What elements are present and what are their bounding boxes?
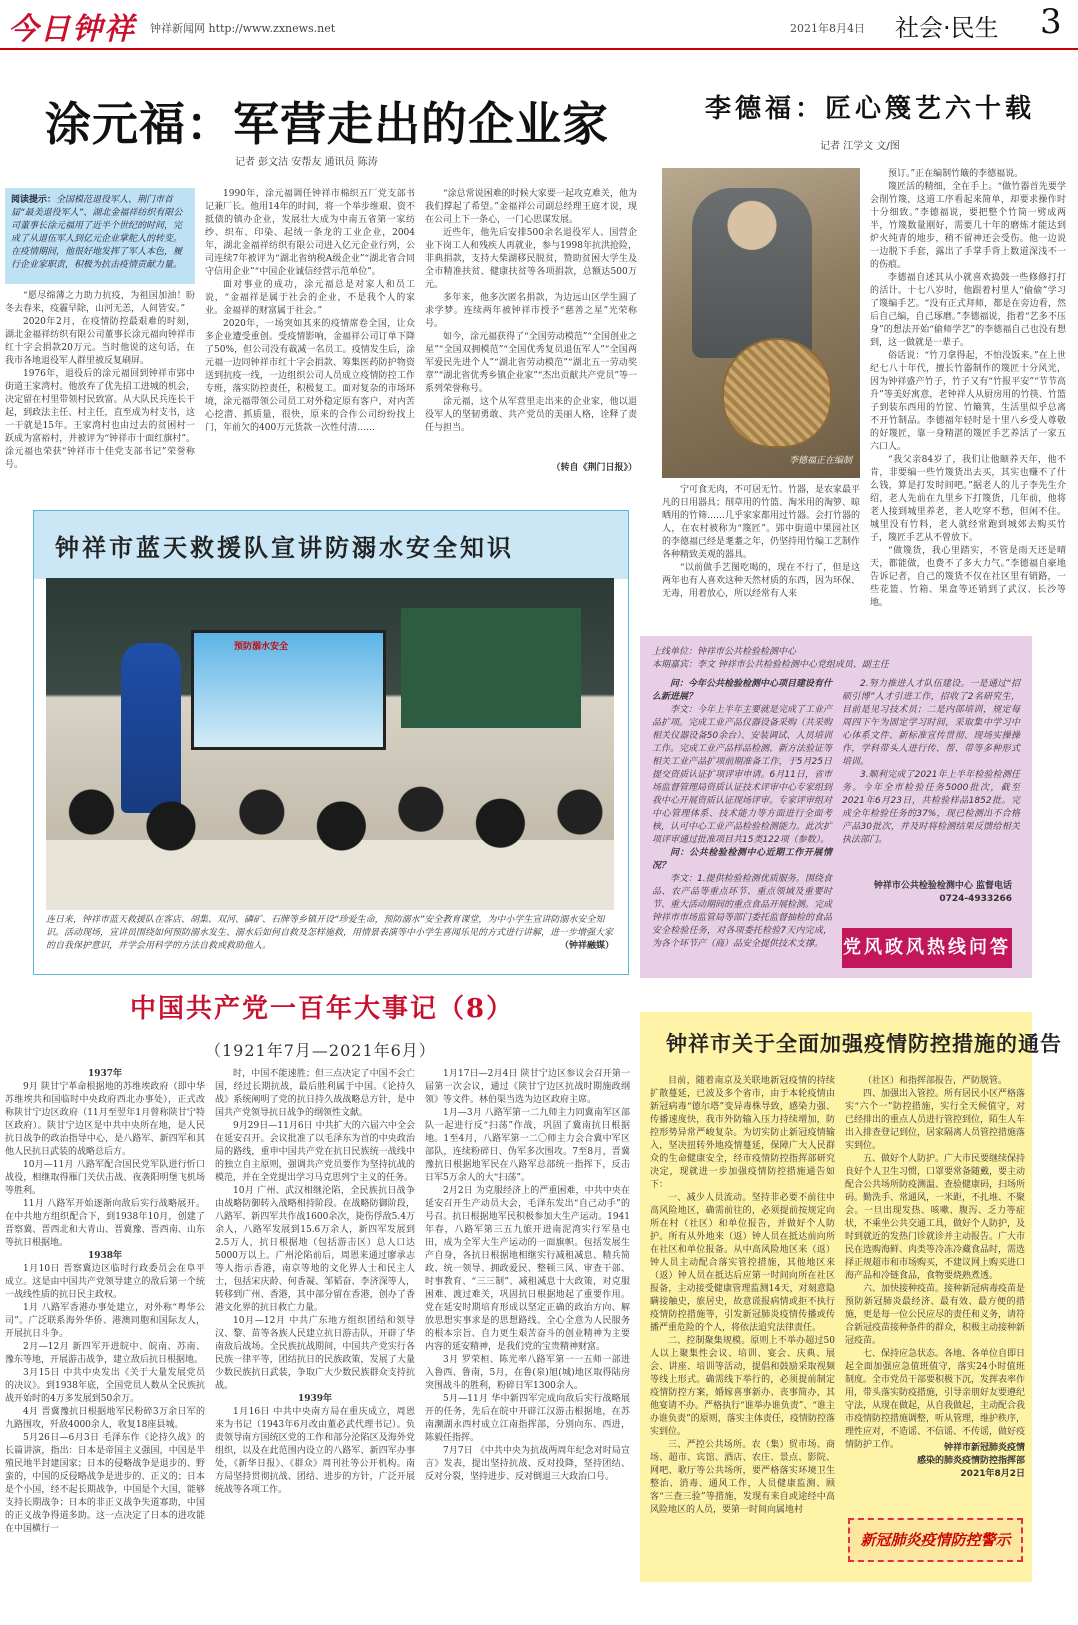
- paragraph: 李德福自述其从小就喜欢捣鼓一些修修打打的活计。十七八岁时，他跟着村里人“偷偷”学习了篾编手艺。“没有正式拜师，都是在旁边看，然后自己编，自己琢磨。”李德福说，指着“艺多不压身”的想法开始“偷师学艺”的李德福自己也没有想到，这一做就是一辈子。: [870, 273, 1066, 348]
- article2-byline: 记者 江学文 文/图: [820, 141, 900, 152]
- paragraph: 2月2日 为克服经济上的严重困难，中共中央在延安召开生产动员大会，毛泽东发出“自己动手”的号召。抗日根据地军民积极参加大生产运动。1941年春，八路军第三五九旅开进南泥湾实行军垦屯田，成为全军大生产运动的一面旗帜。包括发展生产自身，各抗日根据地相继实行减租减息、精兵简政、统一领导、拥政爱民、整顿三风、审查干部、时事教育、“三三制”、减租减息十大政策，对克服困难、渡过难关，巩固抗日根据地起了重要作用。党在延安时期培育形成以坚定正确的政治方向、解放思想实事求是的思想路线、全心全意为人民服务的根本宗旨、自力更生艰苦奋斗的创业精神为主要内容的延安精神，是我们党的宝贵精神财富。: [425, 1186, 630, 1352]
- paragraph: 9月 陕甘宁革命根据地的苏维埃政府（即中华苏维埃共和国临时中央政府西北办事处），正式改称陕甘宁边区政府（11月至翌年1月曾称陕甘宁特区政府）。陕甘宁边区是中共中央所在地，是人民抗日战争的政治指导中心，是八路军、新四军和其他人民抗日武装的战略总后方。: [5, 1082, 205, 1157]
- article1-title: 涂元福：军营走出的企业家: [45, 97, 609, 151]
- site-info[interactable]: 钟祥新闻网 http://www.zxnews.net: [150, 22, 336, 35]
- paragraph: 2.努力推进人才队伍建设。一是通过“招硕引博”人才引进工作，招收了2名研究生，目前是见习技术员；二是内部培训，规定每周四下午为固定学习时间，采取集中学习中心体系文件、新标准宣传贯彻、现场实操操作，学科带头人进行传、帮、带等多种形式培训。: [842, 679, 1020, 767]
- paragraph: “愿尽绵薄之力助力抗疫，为祖国加油！盼冬去春来，疫霾早除，山河无恙，人间皆安。”: [5, 291, 195, 314]
- paragraph: 预订。”正在编制竹簸的李德福说。: [888, 169, 1024, 179]
- paragraph: 1939年: [297, 1394, 333, 1404]
- blackboard: [401, 608, 581, 728]
- epidemic-stamp-logo: 新冠肺炎疫情防控警示: [848, 1518, 1023, 1562]
- page-number: 3: [1040, 2, 1062, 42]
- paragraph: 1月 八路军香港办事处建立，对外称“粤华公司”。广泛联系海外华侨、港澳同胞和国际友人，开展抗日斗争。: [5, 1303, 205, 1339]
- paragraph: 9月29日—11月6日 中共扩大的六届六中全会在延安召开。会议批准了以毛泽东为首的中央政治局的路线，重申中国共产党在抗日民族统一战线中的独立自主原则，强调共产党员要作为坚持抗战的模范，并在全党提出学习马克思列宁主义的任务。: [215, 1121, 415, 1183]
- paragraph: 宁可食无肉，不可居无竹。竹器，是农家最平凡的日用器具；削草用的竹篮、淘米用的淘箩、晾晒用的竹筛……几乎家家都用过竹器。会打竹器的人，在农村被称为“篾匠”。郢中街道中果园社区的李德福已经是耄耋之年，仍坚持用竹编工艺制作各种精致美观的器具。: [662, 485, 861, 560]
- paragraph: 多年来，他多次匿名捐款，为边远山区学生圆了求学梦。连续两年被钟祥市授予“慈善之星”光荣称号。: [425, 293, 637, 329]
- article1-column-2: [205, 188, 415, 478]
- classroom-photo: [46, 578, 614, 910]
- article1-column-3: [425, 188, 637, 453]
- qa-contact: 钟祥市公共检验检测中心 监督电话 0724-4933266: [873, 881, 1012, 904]
- article1-byline: 记者 彭文洁 安帮友 通讯员 陈涛: [235, 157, 378, 168]
- qa-columns: [652, 678, 1020, 958]
- paragraph: 2月—12月 新四军开进皖中、皖南、苏南、豫东等地，开展游击战争，建立敌后抗日根据地。: [5, 1342, 205, 1365]
- paragraph: 1938年: [87, 1251, 123, 1261]
- paragraph: 3.顺利完成了2021年上半年检验检测任务。今年全市检验任务5000批次，截至2021年6月23日，共检验样品1852批。完成全年检验任务的37%，现已检测出不合格产品30批次，并及时将检测结果反馈给相关执法部门。: [842, 770, 1020, 845]
- paragraph: 1937年: [87, 1069, 123, 1079]
- students-figures: [46, 770, 614, 910]
- paragraph: 3月15日 中共中央发出《关于大量发展党员的决议》。到1938年底，全国党员人数从全民族抗战开始时的4万多发展到50余万。: [5, 1368, 205, 1404]
- paragraph: 10月 广州、武汉相继沦陷，全民族抗日战争由战略防御转入战略相持阶段。在战略防御阶段，八路军、新四军共作战1600余次，毙伤俘敌5.4万余人，八路军发展到15.6万余人，新四军发展到2.5万人，抗日根据地（包括游击区）总人口达5000万以上。广州沦陷前后，周恩来通过廖承志等人指示香港，南京等地的文化界人士和民主人士，包括宋庆龄、何香凝、邹韬奋、李济深等人，转移到广州、香港，其中部分留在香港，创办了香港文化界的抗日救亡力量。: [215, 1186, 415, 1313]
- notice-signer-2: 感染的肺炎疫情防控指挥部: [916, 1456, 1025, 1466]
- article3-caption: [46, 914, 614, 953]
- article4-title: 中国共产党一百年大事记（8）: [130, 994, 515, 1024]
- bamboo-basket-image: [722, 338, 832, 448]
- newspaper-logo: 今日钟祥: [8, 12, 136, 47]
- paragraph: 五、做好个人防护。广大市民要继续保持良好个人卫生习惯，口罩要常备随戴，要主动配合公共场所防疫测温、查验健康码，扫场所码。勤洗手、常通风，一米距，不扎堆、不聚会。一旦出现发热、咳嗽、腹泻、乏力等症状，不乘坐公共交通工具，做好个人防护，及时到就近的发热门诊就诊并主动报告。广大市民在选购海鲜、肉类等冷冻冷藏食品时，需选择正规超市和市场购买，不建议网上购买进口海产品和冷链食品，食物要烧熟煮透。: [845, 1154, 1026, 1281]
- screen-text: 预防溺水安全: [234, 642, 289, 652]
- paragraph: “以前做手艺图吃喝的，现在不行了，但是这两年也有人喜欢这种天然材质的东西，因为环保、无毒，用着放心，所以经常有人来: [662, 563, 861, 599]
- paragraph: 1月17日—2月4日 陕甘宁边区参议会召开第一届第一次会议，通过《陕甘宁边区抗战时期施政纲领》等文件。林伯渠当选为边区政府主席。: [425, 1069, 630, 1105]
- article2-title: 李德福：匠心篾艺六十载: [705, 94, 1036, 124]
- article4-column-1: [5, 1068, 205, 1620]
- paragraph: “我父亲84岁了，我们让他颐养天年，他不肯，非要编一些竹篾货出去买，其实也赚不了什么钱，算是打发时间吧。”据老人的儿子李先生介绍，老人先前在九里乡下打篾货，几年前，他将老人接到城里养老，老人吃穿不愁，但闲不住。城里没有竹料，老人就经常跑到城郊去购买竹子，篾匠手艺从不曾放下。: [870, 455, 1066, 543]
- qa-guest: 本期嘉宾：李文 钟祥市公共检验检测中心党组成员、副主任: [652, 660, 889, 670]
- qa-column-2: [842, 678, 1020, 898]
- paragraph: 1990年，涂元福调任钟祥市棉织五厂党支部书记兼厂长。他用14年的时间，将一个举步维艰、资不抵债的镇办企业，发展壮大成为中南五省第一家纺纱、织布、印染、起绒一条龙的工业企业，2004年，湖北金福祥纺织有限公司进入亿元企业行列，公司连续7年被评为“湖北省纳税A级企业”“湖北省合同守信用企业”“中国企业诚信经营示范单位”。: [205, 189, 415, 277]
- article1-source: （转自《荆门日报》）: [551, 463, 637, 473]
- notice-signer-1: 钟祥市新冠肺炎疫情: [943, 1443, 1025, 1453]
- paragraph: 5月—11月 华中新四军完成向敌后实行战略展开的任务，先后在皖中开辟江汉游击根据地，在苏南濒湖永西村成立江南指挥部，分别向东、西进，陈毅任指挥。: [425, 1394, 630, 1443]
- craftsman-photo: [662, 168, 860, 478]
- article4-column-3: [425, 1068, 630, 1620]
- craftsman-figure: [692, 188, 812, 358]
- article4-column-2: [215, 1068, 415, 1620]
- caption-source: （钟祥融媒）: [559, 941, 614, 951]
- section-name: 社会·民生: [895, 14, 999, 42]
- caption-text: 连日来，钟祥市蓝天救援队在客店、胡集、双河、磷矿、石牌等乡镇开设“珍爱生命，预防溺水”安全教育课堂，为中小学生宣讲防溺水安全知识。活动现场，宣讲员围绕如何预防溺水发生、溺水后如何自救及怎样施救，用情景表演等中小学生喜闻乐见的方式进行讲解，进一步增强大家的自我保护意识，并学会用科学的方法自救或救助他人。: [46, 915, 614, 951]
- guide-label: 阅读提示：: [11, 195, 57, 205]
- paragraph: 六、加快接种疫苗。接种新冠病毒疫苗是预防新冠肺炎最经济、最有效、最方便的措施，更是每一位公民应尽的责任和义务，请符合新冠疫苗接种条件的群众，积极主动接种新冠疫苗。: [845, 1284, 1026, 1346]
- paragraph: 目前，随着南京及关联地新冠疫情的持续扩散蔓延，已波及多个省市，由于本轮疫情由新冠病毒“德尔塔”变异毒株导致，感染力强、传播速度快，我市外防输入压力持续增加，防控形势异常严峻复杂。为切实防止新冠疫情输入，坚决扭转外地疫情蔓延，保障广大人民群众的生命健康安全，经市疫情防控指挥部研究决定，现就进一步加强疫情防控措施通告如下：: [650, 1076, 835, 1190]
- article2-column-right: [870, 168, 1066, 608]
- paragraph: 1月—3月 八路军第一二九师主力同冀南军区部队一起进行反“扫荡”作战，巩固了冀南抗日根据地。1至4月，八路军第一二〇师主力会合冀中军区部队，连续粉碎日、伪军多次围攻。7至8月，晋冀豫抗日根据地军民在八路军总部统一指挥下，反击日军5万余人的大“扫荡”。: [425, 1108, 630, 1183]
- paragraph: 问：今年公共检验检测中心项目建设有什么新进展？: [652, 679, 833, 702]
- paragraph: 时，中国不能速胜；但三点决定了中国不会亡国，经过长期抗战，最后胜利属于中国。《论持久战》系统阐明了党的抗日持久战战略总方针，是中国共产党领导抗日战争的纲领性文献。: [215, 1069, 415, 1118]
- notice-column-1: [650, 1075, 835, 1575]
- article2-column-below-photo: [662, 484, 860, 609]
- paragraph: （社区）和指挥部报告，严防脱管。: [863, 1076, 1008, 1086]
- paragraph: 1976年，退役后的涂元福回到钟祥市郢中街道王家湾村。他放弃了优先招工进城的机会，决定留在村里带领村民致富。从大队民兵连长干起，到政法主任、村主任，直至成为村支书，这一干就是15年。王家湾村也由过去的贫困村一跃成为富裕村，并被评为“钟祥市十面红旗村”。涂元福也荣获“钟祥市十佳党支部书记”荣誉称号。: [5, 369, 195, 470]
- hotline-qa-box: [640, 636, 1032, 978]
- qa-column-1: [652, 678, 832, 958]
- paragraph: 4月 晋冀豫抗日根据地军民粉碎3万余日军的九路围攻，歼敌4000余人，收复18座县城。: [5, 1407, 205, 1430]
- issue-date: 2021年8月4日: [790, 22, 865, 35]
- paragraph: 1月16日 中共中央南方局在重庆成立，周恩来为书记（1943年6月改由董必武代理书记）。负责领导南方国统区党的工作和部分沦陷区及海外党组织，以及在此范围内设立的八路军、新四军办事处，《新华日报》、《群众》周刊社等公开机构。南方局坚持贯彻抗战、团结、进步的方针，广泛开展统战等各项工作。: [215, 1407, 415, 1495]
- paragraph: 问：公共检验检测中心近期工作开展情况？: [652, 848, 832, 871]
- hotline-banner: 党风政风热线问答: [842, 928, 1012, 968]
- paragraph: 李文：1.提供检验检测优质服务。围绕食品、农产品等重点环节、重点领域及重要时节、重大活动期间的重点食品开展检测。完成钟祥市市场监管局等部门委托监督抽检的食品安全检验任务，对各项委托检验7天内完成，为各个环节产（商）品安全提供技术支撑。: [652, 874, 833, 949]
- paragraph: “涂总常说困难的时候大家要一起攻克难关，他为我们撑起了希望。”金福祥公司副总经理王庭才说，现在公司上下一条心，一门心思谋发展。: [425, 189, 637, 225]
- notice-title: 钟祥市关于全面加强疫情防控措施的通告: [666, 1032, 1062, 1056]
- paragraph: “做篾货，我心里踏实，不管是雨天还是晴天，都能做，也费不了多大力气。”李德福自豪地告诉记者，自己的篾货不仅在社区里有销路，一些花篮、竹箱、果盒等还销到了武汉、长沙等地。: [870, 546, 1066, 608]
- paragraph: 四、加强出入管控。所有居民小区严格落实“六个一”防控措施，实行全天候值守，对已经排出的重点人员进行管控到位，陌生人车出入排查登记到位，居家隔离人员管控措施落实到位。: [845, 1089, 1026, 1151]
- paragraph: 三、严控公共场所。农（集）贸市场、商场、超市、宾馆、酒店、农庄、景点、影院、网吧、歌厅等公共场所，要严格落实环境卫生整治、消毒、通风工作，人员健康监测、顾客“三查三验”等措施，发现有来自或途经中高风险地区的人员，要第一时间向属地村: [650, 1440, 835, 1515]
- paragraph: 2020年2月，在疫情防控最艰难的时刻，湖北金福祥纺织有限公司董事长涂元福向钟祥市红十字会捐款20万元。当时他说的这句话，在我市各地退役军人群里被反复刷屏。: [5, 317, 195, 366]
- paragraph: 俗话说：“竹刀拿得起，不怕没饭来。”在上世纪七八十年代，擅长竹器制作的篾匠十分风光，因为钟祥盛产竹子，竹子又有“竹报平安”“节节高升”等美好寓意，老钟祥人从厨房用的竹筷、竹篮子到装东西用的竹筐、竹簸箕，生活里似乎总离不开竹制品。李德福年轻时是十里八乡受人尊敬的好篾匠，靠一身精湛的篾匠手艺养活了一家五六口人。: [870, 351, 1066, 452]
- paragraph: 1月10日 晋察冀边区临时行政委员会在阜平成立。这是由中国共产党领导建立的敌后第一个统一战线性质的抗日民主政权。: [5, 1264, 205, 1300]
- paragraph: 3月 罗荣桓、陈光率八路军第一一五师一部进入鲁西、鲁南，5月，在鲁(泉)旭(城)地区取得陆房突围战斗的胜利，粉碎日军1300余人。: [425, 1355, 630, 1391]
- paragraph: 近些年，他先后安排500余名退役军人、国营企业下岗工人和残疾人再就业，参与1998年抗洪抢险，非典捐款，支持大柴湖移民脱贫，赞助贫困大学生及全市精准扶贫、健康扶贫等各项捐款，总额达500万元。: [425, 228, 637, 290]
- paragraph: 七、保持应急状态。各地、各单位自即日起全面加强应急值班值守，落实24小时值班制度。全市党员干部要积极下沉，发挥表率作用，带头落实防疫措施，引导亲朋好友要遵纪守法，从现在做起，从自我做起，主动配合我市疫情防控措施调整，听从管理，维护秩序，理性应对，不造谣、不信谣、不传谣，做好疫情防护工作。: [845, 1349, 1026, 1450]
- paragraph: 如今，涂元福获得了“全国劳动模范”“全国创业之星”“全国双拥模范”“全国优秀复员退伍军人”“全国两军爱民先进个人”“湖北省劳动模范”“湖北五一劳动奖章”“湖北省优秀乡镇企业家”“杰出贡献共产党员”等一系列荣誉称号。: [425, 332, 638, 394]
- projection-screen: [191, 630, 386, 750]
- article3-title: 钟祥市蓝天救援队宣讲防溺水安全知识: [55, 533, 514, 562]
- notice-signature: [845, 1442, 1025, 1481]
- paragraph: 李文：今年上半年主要就是完成了工业产品扩项。完成工业产品仪器设备采购（共采购相关仪器设备50余台）、安装调试、人员培训工作。完成工业产品样品检测、新方法验证等相关工业产品扩项前期准备工作，于5月25日提交资质认证扩项评审申请。6月11日，省市场监督管理局资质认证技术评审中心专家组到我中心开展资质认证现场评审。专家评审组对中心管理体系、技术能力等方面进行全面考核，认可中心工业产品检验检测能力。此次扩项评审通过批准项目共15类122项（参数）。: [652, 705, 833, 845]
- paragraph: 10月—12月 中共广东地方组织团结和领导汉、黎、苗等各族人民建立抗日游击队，开辟了华南敌后战场。全民族抗战期间，中国共产党实行各民族一律平等，团结抗日的民族政策，发展了大量少数民族抗日武装，争取广大少数民族群众支持抗战。: [215, 1316, 415, 1391]
- guide-text: 全国模范退役军人、荆门市首届“最美退役军人”、湖北金福祥纺织有限公司董事长涂元福用了近半个世纪的时间，完成了从退伍军人到亿元企业掌舵人的转变。在疫情期间，他很好地发挥了军人本色，履行企业家职责，积极为抗击疫情贡献力量。: [11, 195, 183, 270]
- photo-caption: 李德福正在编制: [788, 456, 852, 466]
- qa-header: [652, 646, 1020, 672]
- qa-unit: 上线单位：钟祥市公共检验检测中心: [652, 647, 797, 657]
- reading-guide: [5, 188, 195, 284]
- article4-subtitle: （1921年7月—2021年6月）: [205, 1041, 436, 1060]
- paragraph: 篾匠活的精细，全在手上。“做竹器首先要学会削竹篾，这道工序看起来简单，却要求操作时十分细致。”李德福说，要把整个竹筒一劈成两半，竹篾数量刚好，需要几十年的磨炼才能达到炉火纯青的地步，稍不留神还会受伤。他一边说一边脱下手套，露出了手掌手背上数道深浅不一的伤痕。: [870, 182, 1066, 270]
- notice-date: 2021年8月2日: [960, 1469, 1025, 1479]
- paragraph: 二、控制聚集规模。原则上不举办超过50人以上聚集性会议、培训、宴会、庆典、展会、讲座、培训等活动，提倡和鼓励采取视频等线上形式。确需线下举行的，必须提前制定疫情防控方案，婚嫁喜事新办、丧事简办，其他宴请不办。严格执行“谁举办谁负责”、“谁主办谁负责”的原则，落实主体责任，疫情防控落实到位。: [650, 1336, 835, 1437]
- paragraph: 涂元福，这个从军营里走出来的企业家，他以退役军人的坚韧勇敢、共产党员的美丽人格，诠释了责任与担当。: [425, 397, 637, 433]
- paragraph: 一、减少人员流动。坚持非必要不前往中高风险地区，确需前往的，必须提前按规定向所在村（社区）和单位报告，并做好个人防护。所有从外地来（返）钟人员在抵达前向所在社区和单位报备。从中高风险地区来（返）钟人员主动配合落实管控措施，其他地区来（返）钟人员在抵达后应第一时间向所在社区报备，主动接受健康管理监测14天，对刻意隐瞒接触史，旅居史，故意谎报病情或拒不执行疫情防控措施等，引发新冠肺炎疫情传播或传播严重危险的个人，将依法追究法律责任。: [650, 1193, 835, 1333]
- paragraph: 2020年，一场突如其来的疫情席卷全国，让众多企业遭受重创。受疫情影响，金福祥公司订单下降了50%，但公司没有裁减一名员工。疫情发生后，涂元福一边同钟祥市红十字会捐款、筹集医药防护物资送到抗疫一线，一边组织公司人员成立疫情防控工作专班，落实防控责任，积极复工。面对复杂的市场环境，涂元福带领公司员工对外稳定原有客户，对内苦心挖潜、抓质量，很快，原来的合作公司纷纷找上门，年前欠的400万元货款一次性付清……: [205, 319, 415, 433]
- article1-column-1: [5, 290, 195, 475]
- paragraph: 5月26日—6月3日 毛泽东作《论持久战》的长篇讲演，指出：日本是帝国主义强国，中国是半殖民地半封建国家；日本的侵略战争是退步的、野蛮的，中国的反侵略战争是进步的、正义的；日本是个小国，经不起长期战争，中国是个大国，能够支持长期战争；日本的非正义战争失道寡助，中国的正义战争得道多助。这一点决定了日本的进攻能在中国横行一: [5, 1433, 205, 1534]
- paragraph: 面对事业的成功，涂元福总是对家人和员工说，“金福祥是属于社会的企业，不是我个人的家业。金福祥的财富属于社会。”: [205, 280, 415, 316]
- paragraph: 10月—11月 八路军配合国民党军队进行忻口战役，相继取得雁门关伏击战、夜袭阳明堡飞机场等胜利。: [5, 1160, 205, 1196]
- paragraph: 7月7日 《中共中央为抗战两周年纪念对时局宣言》发表，提出坚持抗战、反对投降，坚持团结、反对分裂，坚持进步、反对倒退三大政治口号。: [425, 1446, 630, 1482]
- paragraph: 11月 八路军开始逐渐向敌后实行战略展开。在中共地方组织配合下，到1938年10月，创建了晋察冀、晋西北和大青山、晋冀豫、晋西南、山东等抗日根据地。: [5, 1199, 205, 1248]
